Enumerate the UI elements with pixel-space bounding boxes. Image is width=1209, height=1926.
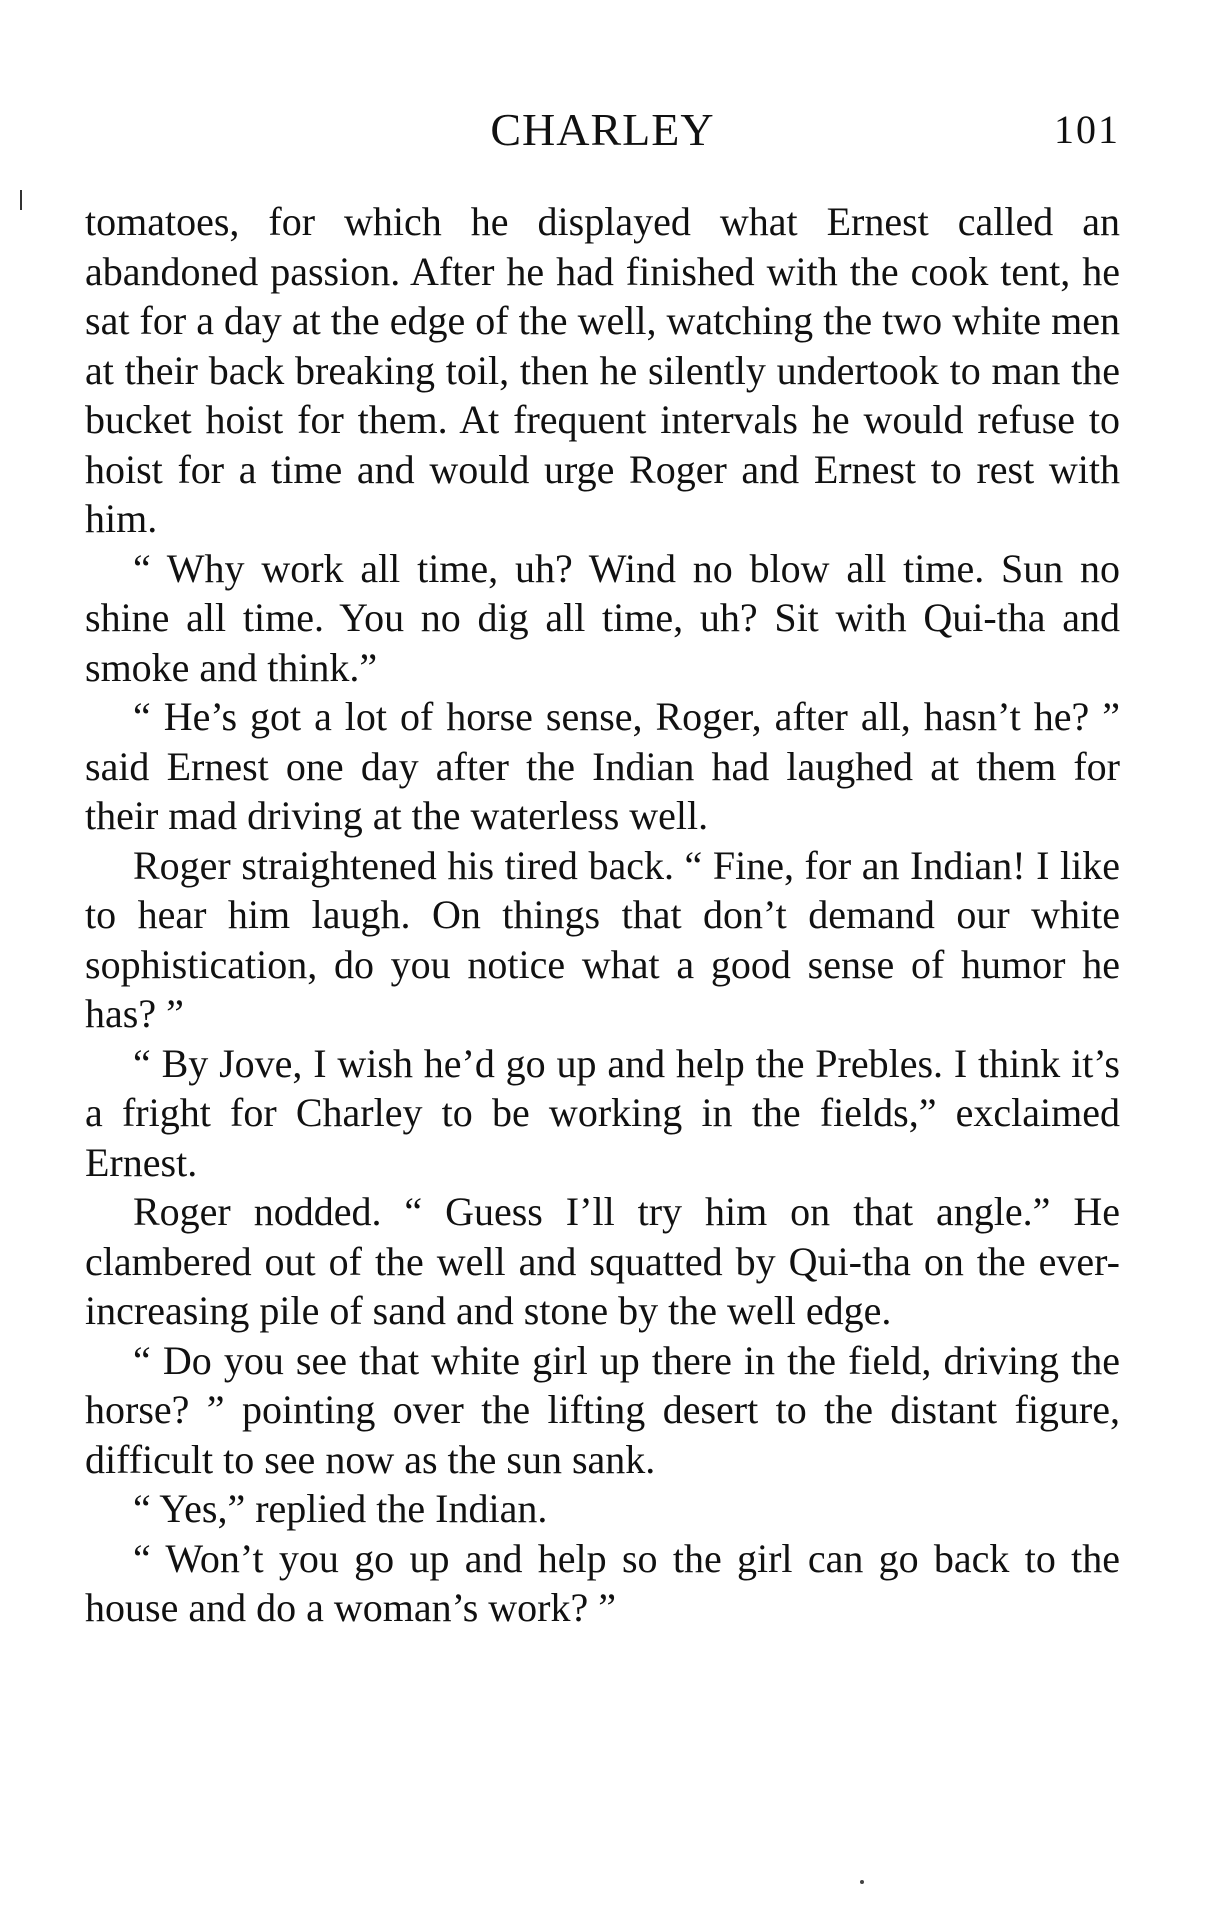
paragraph: “ Yes,” replied the Indian. xyxy=(133,1486,548,1531)
paragraph: “ Won’t you go up and help so the girl can go back to the house and do a woman’s work? ” xyxy=(85,1535,1120,1630)
body-text xyxy=(85,197,1120,1633)
paragraph: “ Do you see that white girl up there in the field, driving the horse? ” pointing over the lifting desert to the distant figure, difficult to see now as the sun sank. xyxy=(85,1337,1120,1482)
page-number: 101 xyxy=(1054,107,1120,152)
paragraph: tomatoes, for which he displayed what Ernest called an abandoned passion. After he had finished with the cook tent, he sat for a day at the edge of the well, watching the two white men at their back breaking toil, then he silently undertook to man the bucket hoist for them. At frequent intervals he would refuse to hoist for a time and would urge Roger and Ernest to rest with him. xyxy=(85,199,1120,541)
paper-speck xyxy=(860,1880,864,1884)
chapter-title: CHARLEY xyxy=(490,104,715,155)
running-head xyxy=(85,100,1120,160)
paragraph: Roger nodded. “ Guess I’ll try him on that angle.” He clambered out of the well and squatted by Qui-tha on the ever-increasing pile of sand and stone by the well edge. xyxy=(85,1189,1120,1333)
paragraph: “ He’s got a lot of horse sense, Roger, after all, hasn’t he? ” said Ernest one day after the Indian had laughed at them for their mad driving at the waterless well. xyxy=(85,694,1120,838)
paragraph: “ By Jove, I wish he’d go up and help the Prebles. I think it’s a fright for Charley to be working in the fields,” exclaimed Ernest. xyxy=(85,1040,1120,1185)
paragraph: “ Why work all time, uh? Wind no blow all time. Sun no shine all time. You no dig all time, uh? Sit with Qui-tha and smoke and think.” xyxy=(85,545,1120,690)
paragraph: Roger straightened his tired back. “ Fine, for an Indian! I like to hear him laugh. On things that don’t demand our white sophistication, do you notice what a good sense of humor he has? ” xyxy=(85,842,1120,1036)
margin-mark xyxy=(20,190,22,210)
